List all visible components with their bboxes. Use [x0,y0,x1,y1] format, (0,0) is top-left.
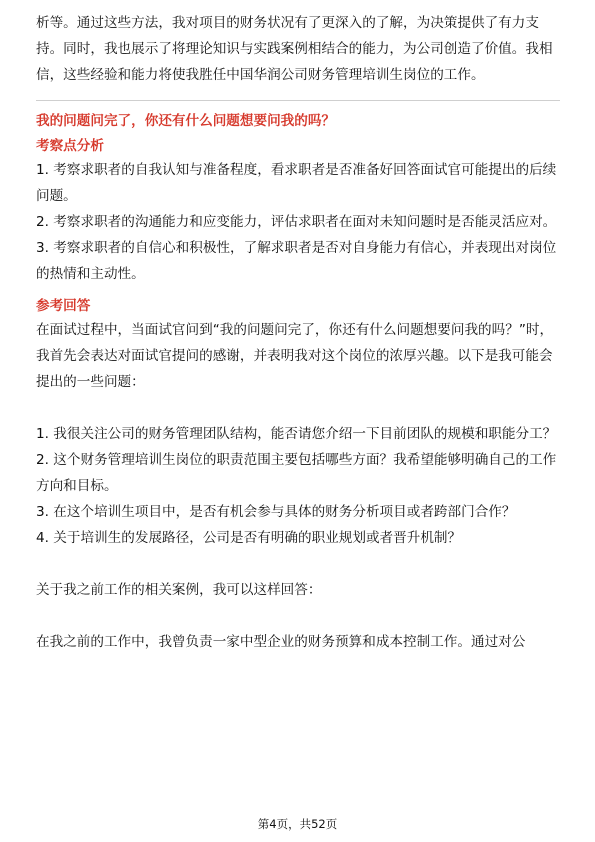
section-divider [36,100,560,101]
answer-item: 4. 关于培训生的发展路径，公司是否有明确的职业规划或者晋升机制？ [36,530,462,546]
analysis-item: 3. 考察求职者的自信心和积极性，了解求职者是否对自身能力有信心，并表现出对岗位的热情和主动性。 [36,240,557,282]
analysis-list [36,157,560,287]
interview-question: 我的问题问完了，你还有什么问题想要问我的吗？ [36,113,336,129]
page-footer: 第4页，共52页 [257,817,338,831]
answer-item: 1. 我很关注公司的财务管理团队结构，能否请您介绍一下目前团队的规模和职能分工？ [36,426,557,442]
answer-heading: 参考回答 [36,298,91,314]
case-paragraph: 在我之前的工作中，我曾负责一家中型企业的财务预算和成本控制工作。通过对公 [36,634,526,650]
spacer [36,603,560,629]
analysis-item: 2. 考察求职者的沟通能力和应变能力，评估求职者在面对未知问题时是否能灵活应对。 [36,214,557,230]
intro-paragraph: 析等。通过这些方法，我对项目的财务状况有了更深入的了解，为决策提供了有力支持。同时，我也展示了将理论知识与实践案例相结合的能力，为公司创造了价值。我相信，这些经验和能力将使我胜任中国华润公司财务管理培训生岗位的工作。 [36,15,553,83]
spacer [36,551,560,577]
analysis-heading: 考察点分析 [36,138,104,154]
analysis-item: 1. 考察求职者的自我认知与准备程度，看求职者是否准备好回答面试官可能提出的后续问题。 [36,162,557,204]
spacer [36,395,560,421]
answer-question-list [36,421,560,551]
answer-opening: 在面试过程中，当面试官问到“我的问题问完了，你还有什么问题想要问我的吗？”时，我首先会表达对面试官提问的感谢，并表明我对这个岗位的浓厚兴趣。以下是我可能会提出的一些问题： [36,322,554,390]
case-intro: 关于我之前工作的相关案例，我可以这样回答： [36,582,322,598]
answer-item: 3. 在这个培训生项目中，是否有机会参与具体的财务分析项目或者跨部门合作？ [36,504,516,520]
page-content [36,10,560,655]
answer-item: 2. 这个财务管理培训生岗位的职责范围主要包括哪些方面？我希望能够明确自己的工作方向和目标。 [36,452,557,494]
